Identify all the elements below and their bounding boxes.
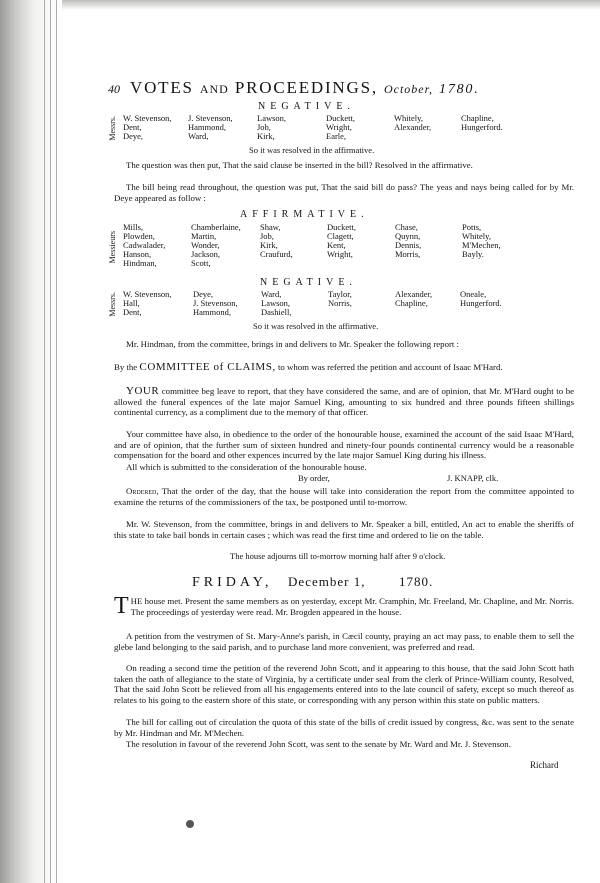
paragraph-bill-calling: The bill for calling out of circulation the quota of this state of the bills of credit issued by congress, &c. was sent to the senate by Mr. Hindman and Mr. M'Mechen. — [114, 717, 574, 738]
affirmative-heading: AFFIRMATIVE. — [240, 209, 369, 220]
catchword: Richard — [530, 760, 559, 770]
spine-edge-line — [44, 0, 45, 883]
vote-column: Lawson, Job, Kirk, — [257, 113, 287, 141]
paragraph-hindman-report: Mr. Hindman, from the committee, brings in and delivers to Mr. Speaker the following report : — [126, 339, 459, 349]
vote-column: Taylor, Norris, — [328, 289, 352, 308]
paragraph-committee-obedience: Your committee have also, in obedience to the order of the honourable house, examined the account of the said Isaac M'Hard, and are of opinion, that the further sum of sixteen hundred and ninety-four pounds continental currency would be a reasonable compensation for the board and other expences incurred by the late major Samuel King during his illness. — [114, 429, 574, 461]
adjournment-line: The house adjourns till to-morrow morning half after 9 o'clock. — [230, 551, 446, 561]
page-title: VOTES AND PROCEEDINGS, October, 1780. — [130, 78, 480, 97]
vote-column: Alexander, Chapline, — [395, 289, 433, 308]
vote-column: Duckett, Wright, Earle, — [326, 113, 356, 141]
messieurs-label: Messieurs — [108, 231, 117, 264]
resolved-line: So it was resolved in the affirmative. — [249, 145, 375, 155]
paragraph-submitted: All which is submitted to the consideration of the honourable house. — [126, 462, 367, 472]
paragraph-question: The question was then put, That the said clause be inserted in the bill? Resolved in the affirmative. — [126, 160, 473, 170]
resolved-line: So it was resolved in the affirmative. — [253, 321, 379, 331]
vote-column: W. Stevenson, Dent, Deye, — [123, 113, 172, 141]
vote-column: Deye, J. Stevenson, Hammond, — [193, 289, 238, 317]
paragraph-john-scott: On reading a second time the petition of the reverend John Scott, and it appearing to this house, that the said John Scott hath taken the oath of allegiance to the state of Virginia, by a certificate under seal from the clerk of Prince-William county, Resolved, That the said John Scott be relieved from all his engagements entered into to the late council of safety, except so much thereof as relates to his going to the eastern shore of this state, or corresponding with any person within this state on public matters. — [114, 663, 574, 705]
vote-column: Whitely, Alexander, — [394, 113, 432, 132]
messrs-label: Messrs. — [108, 292, 117, 317]
drop-cap: T — [114, 593, 129, 619]
committee-heading: By the COMMITTEE of CLAIMS, to whom was referred the petition and account of Isaac M'Hard. — [114, 361, 503, 373]
paragraph-bill-read: The bill being read throughout, the question was put, That the said bill do pass? The yeas and nays being called for by Mr. Deye appeared as follow : — [114, 182, 574, 203]
friday-heading: FRIDAY, December 1, 1780. — [192, 574, 434, 590]
paragraph-committee-opinion: YOUR committee beg leave to report, that they have considered the same, and are of opinion, that Mr. M'Hard ought to be allowed the funeral expences of the late major Samuel King, amounting to six hundred and three pounds fifteen shillings continental currency, as a compliment due to the memory of that officer. — [114, 385, 574, 418]
paragraph-resolution-scott: The resolution in favour of the reverend John Scott, was sent to the senate by Mr. Ward and Mr. J. Stevenson. — [126, 739, 511, 749]
messrs-label: Messrs. — [108, 116, 117, 141]
vote-column: W. Stevenson, Hall, Dent, — [123, 289, 172, 317]
vote-column: Duckett, Clagett, Kent, Wright, — [327, 222, 357, 259]
paragraph-house-met: THE house met. Present the same members as on yesterday, except Mr. Cramphin, Mr. Freeland, Mr. Chapline, and Mr. Norris. The proceedings of yesterday were read. Mr. Brogden appeared in the house. — [114, 593, 574, 619]
vote-column: Chapline, Hungerford. — [461, 113, 503, 132]
vote-column: Ward, Lawson, Dashiell, — [261, 289, 292, 317]
page-header — [108, 78, 580, 100]
vote-column: Chamberlaine, Martin, Wonder, Jackson, Scott, — [191, 222, 241, 268]
paragraph-vestry-petition: A petition from the vestrymen of St. Mary-Anne's parish, in Cæcil county, praying an act may pass, to enable them to sell the glebe land belonging to the said parish, and to purchase land more convenient, was preferred and read. — [114, 631, 574, 652]
vote-column: Potts, Whitely, M'Mechen, Bayly. — [462, 222, 501, 259]
negative-heading: NEGATIVE. — [258, 101, 355, 112]
by-order: By order, — [298, 473, 330, 483]
clerk-signature: J. KNAPP, clk. — [447, 473, 499, 483]
book-spine-shadow — [0, 0, 62, 883]
vote-column: J. Stevenson, Hammond, Ward, — [188, 113, 233, 141]
vote-column: Mills, Plowden, Cadwalader, Hanson, Hindman, — [123, 222, 166, 268]
top-edge-shadow — [62, 0, 600, 10]
page-number: 40 — [108, 82, 120, 96]
vote-column: Chase, Quynn, Dennis, Morris, — [395, 222, 422, 259]
paragraph-ordered: Ordered, That the order of the day, that the house will take into consideration the report from the committee appointed to examine the returns of the commissioners of the tax, be postponed until to-morrow. — [114, 486, 574, 507]
spine-edge-line — [56, 0, 57, 883]
ink-blot — [186, 820, 194, 828]
vote-column: Shaw, Job, Kirk, Craufurd, — [260, 222, 293, 259]
vote-column: Oneale, Hungerford. — [460, 289, 502, 308]
negative-heading: NEGATIVE. — [260, 277, 357, 288]
paragraph-stevenson-bill: Mr. W. Stevenson, from the committee, brings in and delivers to Mr. Speaker a bill, entitled, An act to enable the sheriffs of this state to take bail bonds in certain cases ; which was read the first time and ordered to lie on the table. — [114, 519, 574, 540]
spine-edge-line — [50, 0, 51, 883]
